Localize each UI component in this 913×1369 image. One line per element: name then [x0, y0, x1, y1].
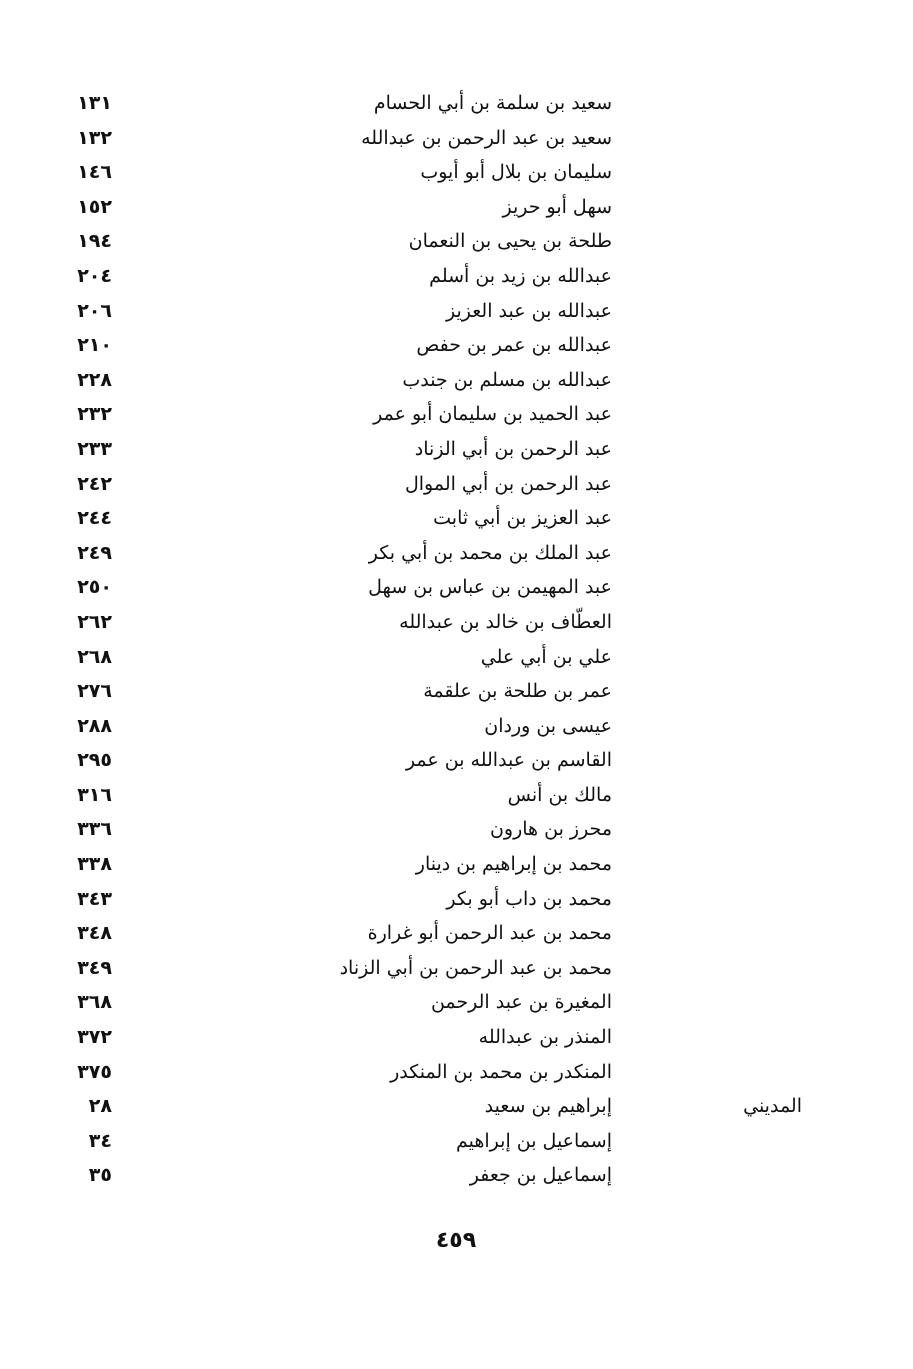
entry-page: ٢٨٨ [77, 714, 112, 737]
index-entry [0, 676, 913, 711]
entry-name: إسماعيل بن إبراهيم [456, 1129, 612, 1152]
entry-name: عبدالله بن عمر بن حفص [416, 334, 612, 357]
index-entry [0, 607, 913, 642]
index-entry [0, 953, 913, 988]
entry-page: ١٣٢ [77, 126, 112, 149]
entry-name: مالك بن أنس [507, 783, 612, 806]
entry-name: سليمان بن بلال أبو أيوب [420, 161, 612, 184]
index-entry [0, 1022, 913, 1057]
entry-name: عبد المهيمن بن عباس بن سهل [368, 576, 612, 599]
entry-page: ٣٤ [88, 1129, 112, 1152]
index-list [0, 88, 913, 1195]
entry-page: ٢٤٢ [77, 472, 112, 495]
index-entry [0, 987, 913, 1022]
index-entry [0, 503, 913, 538]
index-entry [0, 814, 913, 849]
entry-name: إسماعيل بن جعفر [469, 1164, 612, 1187]
entry-name: سعيد بن سلمة بن أبي الحسام [373, 92, 612, 114]
index-entry [0, 572, 913, 607]
entry-name: محرز بن هارون [489, 818, 612, 841]
entry-page: ١٤٦ [77, 161, 112, 184]
index-entry [0, 849, 913, 884]
entry-name: المنكدر بن محمد بن المنكدر [390, 1060, 612, 1083]
entry-name: سهل أبو حريز [502, 195, 612, 218]
entry-page: ٢٨ [88, 1095, 112, 1118]
index-entry [0, 296, 913, 331]
entry-page: ٣٦٨ [77, 991, 112, 1014]
entry-name: علي بن أبي علي [480, 645, 612, 668]
entry-page: ٣٣٦ [77, 818, 112, 841]
entry-page: ٢٦٢ [77, 610, 112, 633]
index-entry [0, 1091, 913, 1126]
entry-nisba: المديني [743, 1095, 802, 1118]
entry-page: ٢٤٩ [77, 541, 112, 564]
index-entry [0, 745, 913, 780]
entry-name: محمد بن إبراهيم بن دينار [415, 853, 612, 876]
index-entry [0, 469, 913, 504]
entry-name: عبد الرحمن بن أبي الموال [404, 472, 612, 495]
index-entry [0, 1160, 913, 1195]
entry-name: محمد بن عبد الرحمن بن أبي الزناد [339, 956, 612, 979]
entry-page: ٣٧٢ [77, 1026, 112, 1049]
index-entry [0, 226, 913, 261]
entry-page: ٢٠٤ [77, 264, 112, 287]
index-entry [0, 434, 913, 469]
entry-page: ٢٣٣ [77, 437, 112, 460]
entry-page: ١٣١ [77, 92, 112, 114]
entry-name: إبراهيم بن سعيد [484, 1095, 612, 1118]
entry-name: عبدالله بن عبد العزيز [446, 299, 612, 322]
entry-page: ١٩٤ [77, 230, 112, 253]
entry-page: ٢٢٨ [77, 368, 112, 391]
entry-page: ٣٣٨ [77, 853, 112, 876]
entry-page: ٣٥ [88, 1164, 112, 1187]
entry-name: المغيرة بن عبد الرحمن [430, 991, 612, 1014]
index-entry [0, 1057, 913, 1092]
entry-page: ٢٦٨ [77, 645, 112, 668]
index-entry [0, 365, 913, 400]
index-entry [0, 780, 913, 815]
entry-page: ٣١٦ [77, 783, 112, 806]
index-entry [0, 157, 913, 192]
page-number: ٤٥٩ [435, 1228, 477, 1253]
index-entry [0, 884, 913, 919]
entry-page: ٣٤٣ [77, 887, 112, 910]
entry-name: محمد بن داب أبو بكر [446, 887, 612, 910]
entry-name: سعيد بن عبد الرحمن بن عبدالله [361, 126, 612, 149]
index-entry [0, 642, 913, 677]
entry-name: عمر بن طلحة بن علقمة [423, 680, 612, 703]
entry-page: ٢٩٥ [77, 749, 112, 772]
entry-page: ٢٠٦ [77, 299, 112, 322]
index-entry [0, 88, 913, 123]
entry-name: القاسم بن عبدالله بن عمر [405, 749, 612, 772]
entry-name: عبد الملك بن محمد بن أبي بكر [368, 541, 612, 564]
entry-name: عبد الرحمن بن أبي الزناد [414, 437, 612, 460]
index-entry [0, 711, 913, 746]
index-entry [0, 399, 913, 434]
entry-page: ١٥٢ [77, 195, 112, 218]
entry-name: محمد بن عبد الرحمن أبو غرارة [367, 922, 612, 945]
entry-name: العطّاف بن خالد بن عبدالله [399, 610, 612, 633]
entry-page: ٣٧٥ [77, 1060, 112, 1083]
entry-name: عبد العزيز بن أبي ثابت [433, 507, 612, 530]
index-entry [0, 123, 913, 158]
entry-page: ٢١٠ [77, 334, 112, 357]
entry-page: ٢٤٤ [77, 507, 112, 530]
index-entry [0, 538, 913, 573]
entry-name: عبدالله بن مسلم بن جندب [402, 368, 612, 391]
index-entry [0, 330, 913, 365]
entry-page: ٢٣٢ [77, 403, 112, 426]
entry-name: المنذر بن عبدالله [478, 1026, 612, 1049]
entry-page: ٢٧٦ [77, 680, 112, 703]
entry-name: عبدالله بن زيد بن أسلم [429, 264, 612, 287]
entry-name: طلحة بن يحيى بن النعمان [408, 230, 612, 253]
index-entry [0, 918, 913, 953]
entry-name: عيسى بن وردان [484, 714, 612, 737]
entry-page: ٣٤٨ [77, 922, 112, 945]
index-entry [0, 261, 913, 296]
entry-name: عبد الحميد بن سليمان أبو عمر [373, 403, 612, 426]
index-entry [0, 192, 913, 227]
index-entry [0, 1126, 913, 1161]
entry-page: ٣٤٩ [77, 956, 112, 979]
entry-page: ٢٥٠ [77, 576, 112, 599]
